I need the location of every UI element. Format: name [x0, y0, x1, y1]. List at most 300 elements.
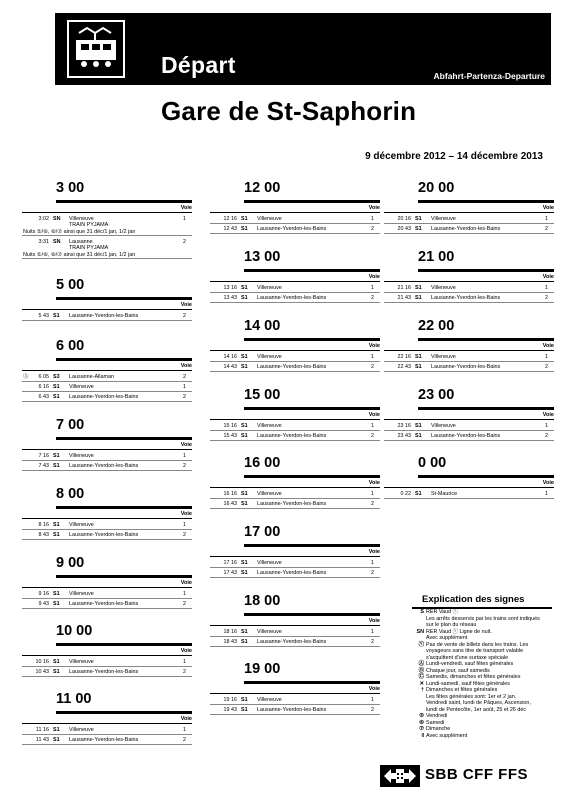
- departure-row: [210, 705, 380, 715]
- line-number: S1: [415, 433, 422, 439]
- header-rule: [210, 419, 380, 420]
- legend-text: Lundi-vendredi, sauf fêtes générales: [426, 661, 514, 667]
- departure-time: 22 43: [397, 364, 411, 370]
- track-column-header: Voie: [180, 511, 192, 517]
- header-rule: [384, 419, 554, 420]
- departure-time: 11 16: [35, 727, 49, 733]
- track-column-header: Voie: [368, 549, 380, 555]
- departure-row: [22, 589, 192, 599]
- hour-divider: [56, 711, 192, 714]
- hour-divider: [56, 437, 192, 440]
- track-number: 1: [545, 285, 548, 291]
- track-number: 2: [183, 374, 186, 380]
- destination: Lausanne-Allaman: [69, 374, 114, 380]
- departure-time: 16 16: [223, 491, 237, 497]
- track-column-header: Voie: [542, 274, 554, 280]
- track-column-header: Voie: [368, 618, 380, 624]
- departure-time: 9 43: [38, 601, 49, 607]
- hour-heading: 0 00: [418, 455, 447, 471]
- hour-heading: 15 00: [244, 387, 281, 403]
- line-number: S1: [241, 707, 248, 713]
- departure-time: 19 43: [223, 707, 237, 713]
- hour-heading: 18 00: [244, 593, 281, 609]
- departure-row: [210, 214, 380, 224]
- destination: Lausanne-Yverdon-les-Bains: [69, 463, 139, 469]
- legend-symbol: ✕: [419, 680, 424, 687]
- legend-text: Vendredi saint, lundi de Pâques, Ascension,: [426, 700, 531, 706]
- line-number: S1: [53, 737, 60, 743]
- line-number: S1: [53, 384, 60, 390]
- departure-row: [22, 372, 192, 382]
- destination: Lausanne-Yverdon-les-Bains: [69, 532, 139, 538]
- hour-divider: [56, 506, 192, 509]
- track-number: 1: [183, 659, 186, 665]
- track-number: 1: [371, 629, 374, 635]
- line-number: S1: [53, 601, 60, 607]
- destination: Lausanne-Yverdon-les-Bains: [69, 313, 139, 319]
- destination: Lausanne-Yverdon-les-Bains: [257, 295, 327, 301]
- line-number: S1: [241, 285, 248, 291]
- departure-time: 7 43: [38, 463, 49, 469]
- hour-heading: 9 00: [56, 555, 85, 571]
- departure-time: 19 16: [223, 697, 237, 703]
- departure-row: [22, 725, 192, 735]
- destination: Villeneuve: [69, 659, 94, 665]
- line-number: S1: [415, 216, 422, 222]
- track-number: 1: [183, 453, 186, 459]
- track-number: 1: [183, 522, 186, 528]
- destination: Villeneuve: [431, 285, 456, 291]
- page-subtitle: Abfahrt-Partenza-Departure: [433, 71, 545, 81]
- departure-row: [210, 293, 380, 303]
- departure-time: 15 43: [223, 433, 237, 439]
- hour-divider: [244, 475, 380, 478]
- line-number: S1: [241, 491, 248, 497]
- destination: Villeneuve: [431, 216, 456, 222]
- departure-note: TRAIN PYJAMA: [69, 222, 109, 228]
- hour-divider: [244, 544, 380, 547]
- departure-time: 14 16: [223, 354, 237, 360]
- hour-divider: [418, 269, 554, 272]
- legend-symbol: ⑥: [419, 719, 424, 726]
- line-number: S1: [241, 216, 248, 222]
- line-number: S1: [415, 423, 422, 429]
- destination: Lausanne-Yverdon-les-Bains: [257, 570, 327, 576]
- track-column-header: Voie: [368, 274, 380, 280]
- departure-row: [384, 224, 554, 234]
- track-number: 2: [371, 707, 374, 713]
- departure-row: [22, 392, 192, 402]
- legend-symbol: †: [421, 687, 424, 693]
- line-number: S1: [241, 629, 248, 635]
- hour-heading: 12 00: [244, 180, 281, 196]
- line-number: S1: [241, 354, 248, 360]
- departure-row: [210, 637, 380, 647]
- line-number: S1: [415, 285, 422, 291]
- departure-time: 6 16: [38, 384, 49, 390]
- sbb-cross-logo-icon: [380, 765, 420, 787]
- header-rule: [210, 625, 380, 626]
- track-number: 1: [545, 354, 548, 360]
- departure-row: [22, 237, 192, 259]
- legend-symbol: ‖: [421, 732, 424, 739]
- line-number: SN: [53, 215, 61, 222]
- page-title: Départ: [161, 52, 236, 78]
- departure-row: [384, 283, 554, 293]
- departure-row: [210, 499, 380, 509]
- track-number: 1: [183, 215, 186, 222]
- legend-text: Les fêtes générales sont: 1er et 2 jan.: [426, 693, 517, 700]
- departure-note: Nuits ⑤/⑥, ⑥/⑦ ainsi que 31 déc/1 jan, 1/2 jan: [23, 228, 136, 235]
- line-number: S1: [241, 423, 248, 429]
- header-rule: [210, 556, 380, 557]
- sbb-brand: [380, 765, 550, 787]
- legend-symbol: Ⓒ: [418, 674, 424, 680]
- departure-time: 11 43: [35, 737, 49, 743]
- legend-symbol: ⑦: [419, 726, 424, 732]
- track-number: 2: [371, 226, 374, 232]
- header-rule: [384, 487, 554, 488]
- track-number: 1: [183, 727, 186, 733]
- track-number: 2: [545, 433, 548, 439]
- hour-divider: [244, 613, 380, 616]
- line-number: S1: [241, 501, 248, 507]
- track-column-header: Voie: [368, 343, 380, 349]
- departure-row: [22, 451, 192, 461]
- legend-item: [412, 642, 552, 662]
- legend-symbol: ⑤: [419, 713, 424, 719]
- legend-text: Samedi: [426, 719, 445, 726]
- departure-row: [210, 431, 380, 441]
- header-rule: [22, 655, 192, 656]
- legend-text: Avec supplément: [426, 732, 468, 739]
- departure-row: [210, 352, 380, 362]
- track-number: 1: [545, 491, 548, 497]
- departure-time: 7 16: [38, 453, 49, 459]
- header-rule: [22, 212, 192, 213]
- line-number: S1: [53, 453, 60, 459]
- hour-divider: [56, 358, 192, 361]
- hour-divider: [56, 575, 192, 578]
- departure-row: [210, 283, 380, 293]
- train-icon: [67, 20, 125, 78]
- legend-text: Avec supplément: [426, 635, 468, 641]
- track-number: 1: [371, 285, 374, 291]
- departure-row: [384, 352, 554, 362]
- line-number: S1: [53, 669, 60, 675]
- hour-heading: 23 00: [418, 387, 455, 403]
- legend-text: sur le plan du réseau: [426, 622, 477, 628]
- legend-text: Chaque jour, sauf samedis: [426, 667, 490, 674]
- hour-heading: 13 00: [244, 249, 281, 265]
- departure-day-symbol: Ⓐ: [23, 374, 29, 380]
- hour-heading: 8 00: [56, 486, 85, 502]
- destination: Lausanne-Yverdon-les-Bains: [257, 364, 327, 370]
- destination: Villeneuve: [257, 560, 282, 566]
- track-column-header: Voie: [180, 442, 192, 448]
- departure-row: [384, 293, 554, 303]
- departure-time: 12 16: [223, 216, 237, 222]
- hour-heading: 16 00: [244, 455, 281, 471]
- header-rule: [22, 723, 192, 724]
- legend-symbol: SN: [416, 628, 424, 635]
- line-number: S1: [53, 659, 60, 665]
- departure-row: [384, 362, 554, 372]
- destination: Lausanne-Yverdon-les-Bains: [257, 226, 327, 232]
- legend-item: [412, 687, 552, 713]
- track-number: 2: [371, 295, 374, 301]
- line-number: S1: [415, 354, 422, 360]
- header-rule: [210, 487, 380, 488]
- track-number: 2: [183, 463, 186, 469]
- departure-row: [210, 224, 380, 234]
- departure-row: [210, 489, 380, 499]
- destination: Villeneuve: [69, 522, 94, 528]
- track-number: 1: [371, 491, 374, 497]
- legend-text: Lundi-samedi, sauf fêtes générales: [426, 680, 510, 687]
- legend-symbol: Ⓐ: [418, 661, 424, 667]
- departure-note: TRAIN PYJAMA: [69, 245, 109, 251]
- line-number: S1: [241, 560, 248, 566]
- hour-heading: 14 00: [244, 318, 281, 334]
- track-number: 1: [183, 384, 186, 390]
- departure-time: 20 43: [397, 226, 411, 232]
- track-number: 1: [545, 423, 548, 429]
- destination: Villeneuve: [257, 423, 282, 429]
- line-number: S1: [53, 313, 60, 319]
- departure-row: [210, 558, 380, 568]
- destination: Lausanne-Yverdon-les-Bains: [69, 669, 139, 675]
- track-number: 1: [545, 216, 548, 222]
- departure-time: 5 43: [38, 313, 49, 319]
- departure-row: [22, 311, 192, 321]
- track-column-header: Voie: [180, 363, 192, 369]
- destination: Villeneuve: [69, 384, 94, 390]
- destination: Lausanne-Yverdon-les-Bains: [257, 639, 327, 645]
- track-column-header: Voie: [368, 412, 380, 418]
- departure-row: [210, 362, 380, 372]
- line-number: S1: [53, 532, 60, 538]
- departure-row: [384, 431, 554, 441]
- hour-divider: [244, 269, 380, 272]
- track-number: 1: [371, 697, 374, 703]
- line-number: S1: [241, 697, 248, 703]
- hour-heading: 7 00: [56, 417, 85, 433]
- destination: Villeneuve: [69, 727, 94, 733]
- line-number: SN: [53, 238, 61, 245]
- departure-time: 0 22: [400, 491, 411, 497]
- departure-time: 3:02: [38, 215, 49, 222]
- departure-time: 3:31: [38, 238, 49, 245]
- destination: Villeneuve: [257, 697, 282, 703]
- departure-time: 21 16: [397, 285, 411, 291]
- destination: Lausanne-Yverdon-les-Bains: [431, 433, 501, 439]
- departure-row: [384, 489, 554, 499]
- line-number: S1: [415, 226, 422, 232]
- destination: Villeneuve: [257, 629, 282, 635]
- departure-row: [22, 667, 192, 677]
- hour-divider: [418, 338, 554, 341]
- legend-text: Vendredi: [426, 713, 448, 719]
- departure-time: 9 16: [38, 591, 49, 597]
- line-number: S1: [241, 364, 248, 370]
- legend-text: s'acquittent d'une surtaxe spéciale: [426, 654, 509, 661]
- destination: Lausanne-Yverdon-les-Bains: [69, 737, 139, 743]
- hour-heading: 22 00: [418, 318, 455, 334]
- departure-row: [210, 568, 380, 578]
- departure-row: [22, 599, 192, 609]
- header-rule: [210, 693, 380, 694]
- legend-item: [412, 629, 552, 642]
- legend-symbol: Ⓑ: [418, 667, 424, 674]
- departure-time: 21 43: [397, 295, 411, 301]
- legend-symbol: S: [420, 609, 424, 615]
- hour-divider: [56, 643, 192, 646]
- departure-time: 17 16: [223, 560, 237, 566]
- legend-item: [412, 733, 552, 740]
- track-number: 2: [371, 364, 374, 370]
- hour-divider: [244, 200, 380, 203]
- track-number: 2: [183, 601, 186, 607]
- header-rule: [210, 281, 380, 282]
- departure-time: 23 16: [397, 423, 411, 429]
- line-number: S1: [415, 295, 422, 301]
- legend: [412, 594, 552, 739]
- line-number: S1: [241, 295, 248, 301]
- track-column-header: Voie: [542, 480, 554, 486]
- track-column-header: Voie: [542, 205, 554, 211]
- legend-symbol: ⓥ: [418, 641, 424, 648]
- track-column-header: Voie: [180, 648, 192, 654]
- header-rule: [210, 212, 380, 213]
- hour-divider: [56, 297, 192, 300]
- departure-time: 10 16: [35, 659, 49, 665]
- hour-divider: [418, 475, 554, 478]
- legend-text: voyageurs sans titre de transport valable: [426, 648, 524, 654]
- hour-divider: [418, 407, 554, 410]
- departure-time: 13 43: [223, 295, 237, 301]
- header-rule: [22, 309, 192, 310]
- track-number: 1: [371, 423, 374, 429]
- departure-time: 15 16: [223, 423, 237, 429]
- track-number: 2: [183, 394, 186, 400]
- legend-text: lundi de Pentecôte, 1er août, 25 et 26 déc: [426, 706, 527, 713]
- legend-text: Dimanche: [426, 726, 451, 732]
- line-number: S1: [241, 639, 248, 645]
- hour-divider: [244, 407, 380, 410]
- line-number: S1: [53, 522, 60, 528]
- hour-divider: [244, 681, 380, 684]
- track-number: 2: [183, 532, 186, 538]
- destination: St-Maurice: [431, 491, 458, 497]
- legend-text: Les arrêts desservis par les trains sont indiqués: [426, 615, 540, 622]
- line-number: S1: [53, 394, 60, 400]
- track-number: 2: [183, 669, 186, 675]
- destination: Villeneuve: [69, 215, 94, 222]
- destination: Lausanne-Yverdon-les-Bains: [431, 364, 501, 370]
- departure-row: [210, 421, 380, 431]
- track-number: 2: [371, 639, 374, 645]
- departure-time: 20 16: [397, 216, 411, 222]
- track-number: 2: [183, 238, 186, 245]
- legend-text: RER Vaud ⓥ: [426, 609, 458, 615]
- departure-row: [210, 695, 380, 705]
- hour-heading: 3 00: [56, 180, 85, 196]
- track-column-header: Voie: [368, 686, 380, 692]
- departure-note: Nuits ⑤/⑥, ⑥/⑦ ainsi que 31 déc/1 jan, 1/2 jan: [23, 251, 136, 258]
- track-column-header: Voie: [368, 480, 380, 486]
- destination: Lausanne-Yverdon-les-Bains: [257, 707, 327, 713]
- departure-time: 16 43: [223, 501, 237, 507]
- track-number: 2: [183, 313, 186, 319]
- departure-row: [22, 520, 192, 530]
- destination: Lausanne-Yverdon-les-Bains: [431, 226, 501, 232]
- track-number: 2: [371, 433, 374, 439]
- legend-text: Dimanches et fêtes générales: [426, 687, 498, 693]
- departure-row: [384, 214, 554, 224]
- destination: Villeneuve: [431, 423, 456, 429]
- track-number: 1: [371, 354, 374, 360]
- line-number: S1: [241, 570, 248, 576]
- departure-time: 12 43: [223, 226, 237, 232]
- header-rule: [384, 350, 554, 351]
- departure-time: 17 43: [223, 570, 237, 576]
- departure-time: 14 43: [223, 364, 237, 370]
- line-number: S1: [53, 727, 60, 733]
- departure-time: 6 05: [38, 374, 49, 380]
- track-number: 2: [545, 226, 548, 232]
- legend-list: [412, 609, 552, 739]
- track-number: 2: [545, 295, 548, 301]
- destination: Villeneuve: [257, 354, 282, 360]
- header-bar: [55, 13, 551, 85]
- track-column-header: Voie: [180, 580, 192, 586]
- departure-time: 8 16: [38, 522, 49, 528]
- destination: Lausanne: [69, 238, 93, 245]
- departure-row: [22, 382, 192, 392]
- departure-time: 6 43: [38, 394, 49, 400]
- departure-row: [22, 461, 192, 471]
- track-number: 2: [371, 501, 374, 507]
- track-column-header: Voie: [542, 412, 554, 418]
- hour-heading: 20 00: [418, 180, 455, 196]
- destination: Lausanne-Yverdon-les-Bains: [257, 433, 327, 439]
- departure-time: 18 43: [223, 639, 237, 645]
- line-number: S1: [415, 364, 422, 370]
- track-number: 2: [545, 364, 548, 370]
- legend-title: Explication des signes: [422, 594, 525, 605]
- destination: Lausanne-Yverdon-les-Bains: [69, 394, 139, 400]
- header-rule: [22, 370, 192, 371]
- line-number: S1: [415, 491, 422, 497]
- track-number: 2: [183, 737, 186, 743]
- destination: Villeneuve: [257, 491, 282, 497]
- destination: Villeneuve: [257, 285, 282, 291]
- track-column-header: Voie: [368, 205, 380, 211]
- destination: Villeneuve: [431, 354, 456, 360]
- departure-time: 13 16: [223, 285, 237, 291]
- legend-item: [412, 609, 552, 629]
- track-column-header: Voie: [180, 302, 192, 308]
- destination: Lausanne-Yverdon-les-Bains: [257, 501, 327, 507]
- header-rule: [384, 212, 554, 213]
- track-number: 1: [371, 216, 374, 222]
- destination: Lausanne-Yverdon-les-Bains: [431, 295, 501, 301]
- hour-divider: [244, 338, 380, 341]
- departure-row: [22, 530, 192, 540]
- header-rule: [210, 350, 380, 351]
- departure-row: [384, 421, 554, 431]
